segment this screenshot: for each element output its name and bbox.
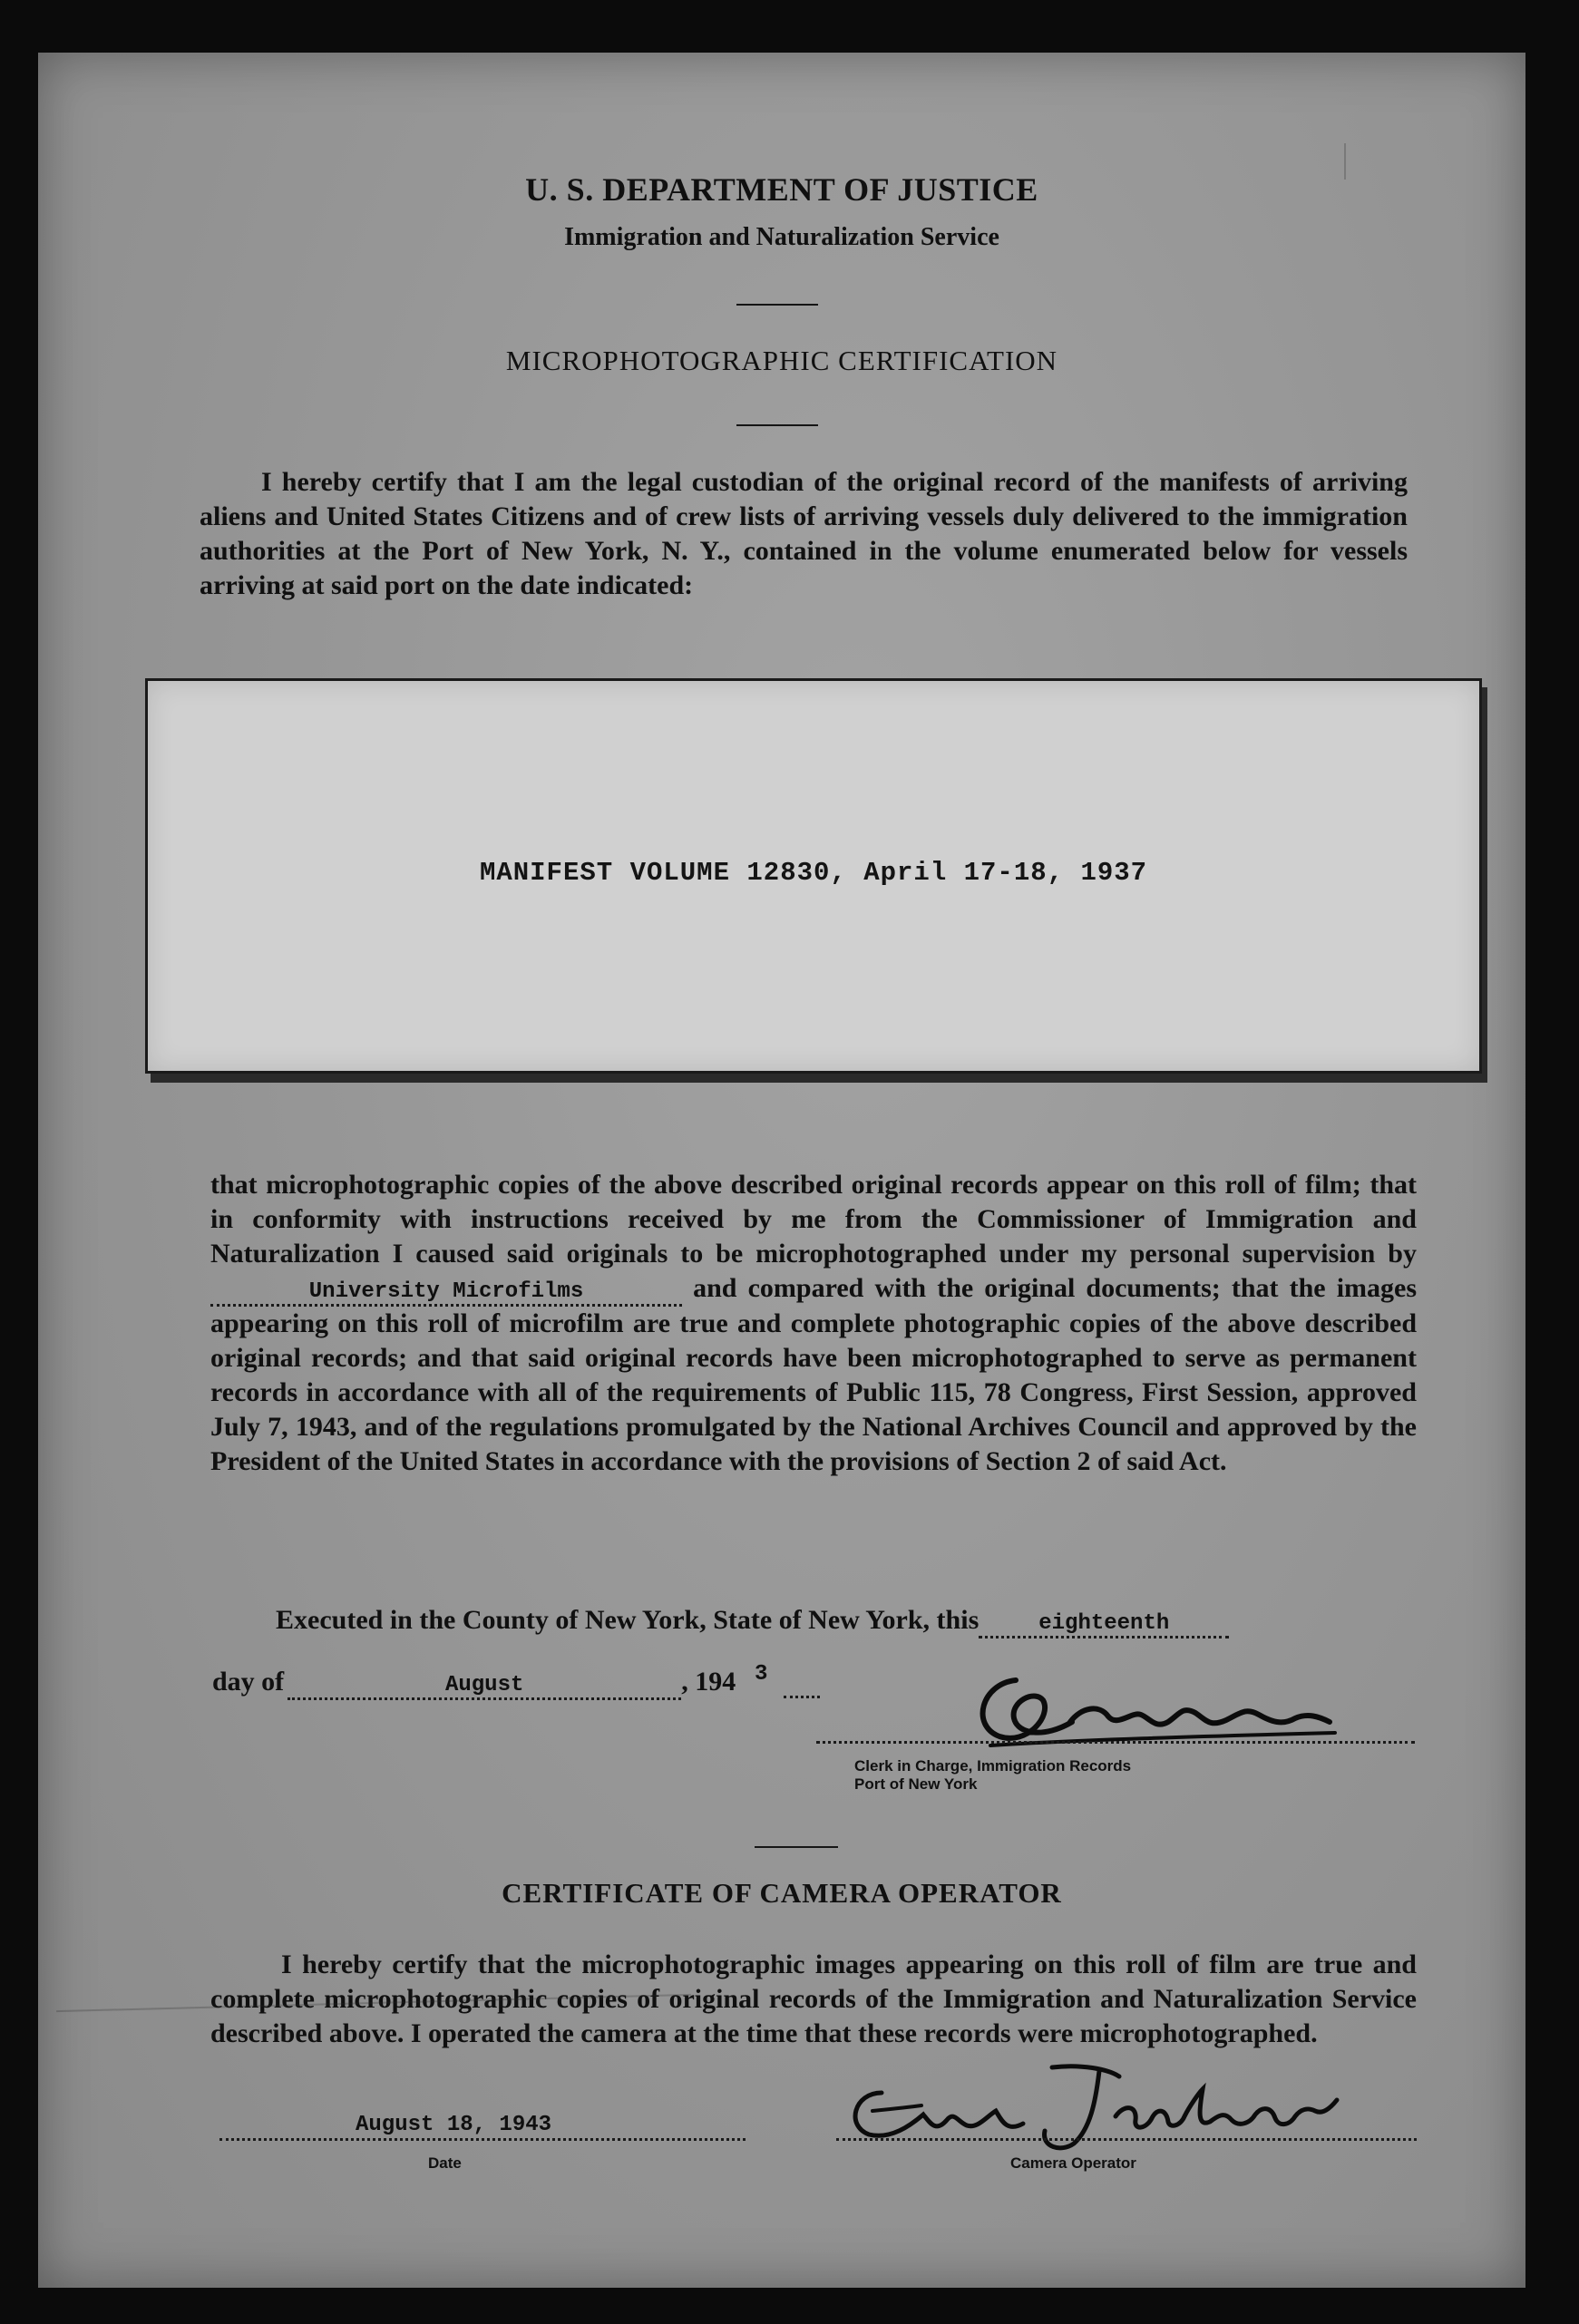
operator-signature-line [836, 2138, 1417, 2141]
clerk-title: Clerk in Charge, Immigration Records [854, 1757, 1132, 1775]
year-suffix: 3 [754, 1662, 768, 1687]
service-subtitle: Immigration and Naturalization Service [564, 223, 999, 251]
department-title: U. S. DEPARTMENT OF JUSTICE [525, 171, 1038, 208]
day-of-line: day of August , 194 3 [212, 1667, 786, 1700]
clerk-signature [963, 1662, 1344, 1762]
camera-divider [755, 1846, 838, 1848]
body-text-after-name: and compared with the original documents; that the images appearing on this roll of microfilm are true and complete photographic copies of the above described original records; and that said original records have been microphotographed to serve as permanent records in accordance with all of the requirements of Public 115, 78 Congress, First Session, approved July 7, 1943, and of the regulations promulgated by the National Archives Council and approved by the President of the United States in accordance with the provisions of Section 2 of said Act. [210, 1273, 1418, 1476]
camera-operator-heading: CERTIFICATE OF CAMERA OPERATOR [502, 1877, 1062, 1909]
microfilmer-name: University Microfilms [210, 1280, 682, 1307]
operator-label: Camera Operator [1010, 2154, 1136, 2172]
operator-date: August 18, 1943 [356, 2113, 552, 2137]
film-scratch [1344, 143, 1346, 180]
year-prefix: 194 [695, 1667, 736, 1697]
clerk-location: Port of New York [854, 1775, 978, 1793]
date-label: Date [428, 2154, 462, 2172]
executed-month: August [288, 1674, 681, 1700]
executed-line [276, 1605, 1229, 1638]
executed-day: eighteenth [979, 1612, 1229, 1638]
day-of-label: day of [212, 1667, 285, 1697]
operator-signature [836, 2057, 1344, 2156]
date-line [219, 2138, 746, 2141]
executed-text: Executed in the County of New York, State of New York, this [276, 1605, 980, 1635]
certification-body [210, 1168, 1417, 1479]
heading-divider [736, 424, 818, 426]
body-text-before-name: that microphotographic copies of the above described original records appear on this roll of film; that in conformity with instructions received by me from the Commissioner of Immigration and Naturalization I caused said originals to be microphotographed under my personal supervision by [210, 1170, 1417, 1269]
certificate-sheet [38, 53, 1525, 2288]
header-divider [736, 304, 818, 306]
manifest-volume: MANIFEST VOLUME 12830, April 17-18, 1937 [479, 858, 1148, 888]
certification-heading: MICROPHOTOGRAPHIC CERTIFICATION [505, 345, 1058, 376]
year-dotted-line [784, 1696, 820, 1698]
intro-paragraph: I hereby certify that I am the legal custodian of the original record of the manifests of arriving aliens and United States Citizens and of crew lists of arriving vessels duly delivered to the immigration authorities at the Port of New York, N. Y., contained in the volume enumerated below for vessels arriving at said port on the date indicated: [200, 467, 1408, 600]
camera-operator-statement: I hereby certify that the microphotographic images appearing on this roll of film are true and complete microphotographic copies of original records of the Immigration and Naturalization Service described above. I operated the camera at the time that these records were microphotographed. [210, 1950, 1417, 2048]
volume-box [145, 678, 1482, 1074]
clerk-signature-line [816, 1741, 1415, 1744]
